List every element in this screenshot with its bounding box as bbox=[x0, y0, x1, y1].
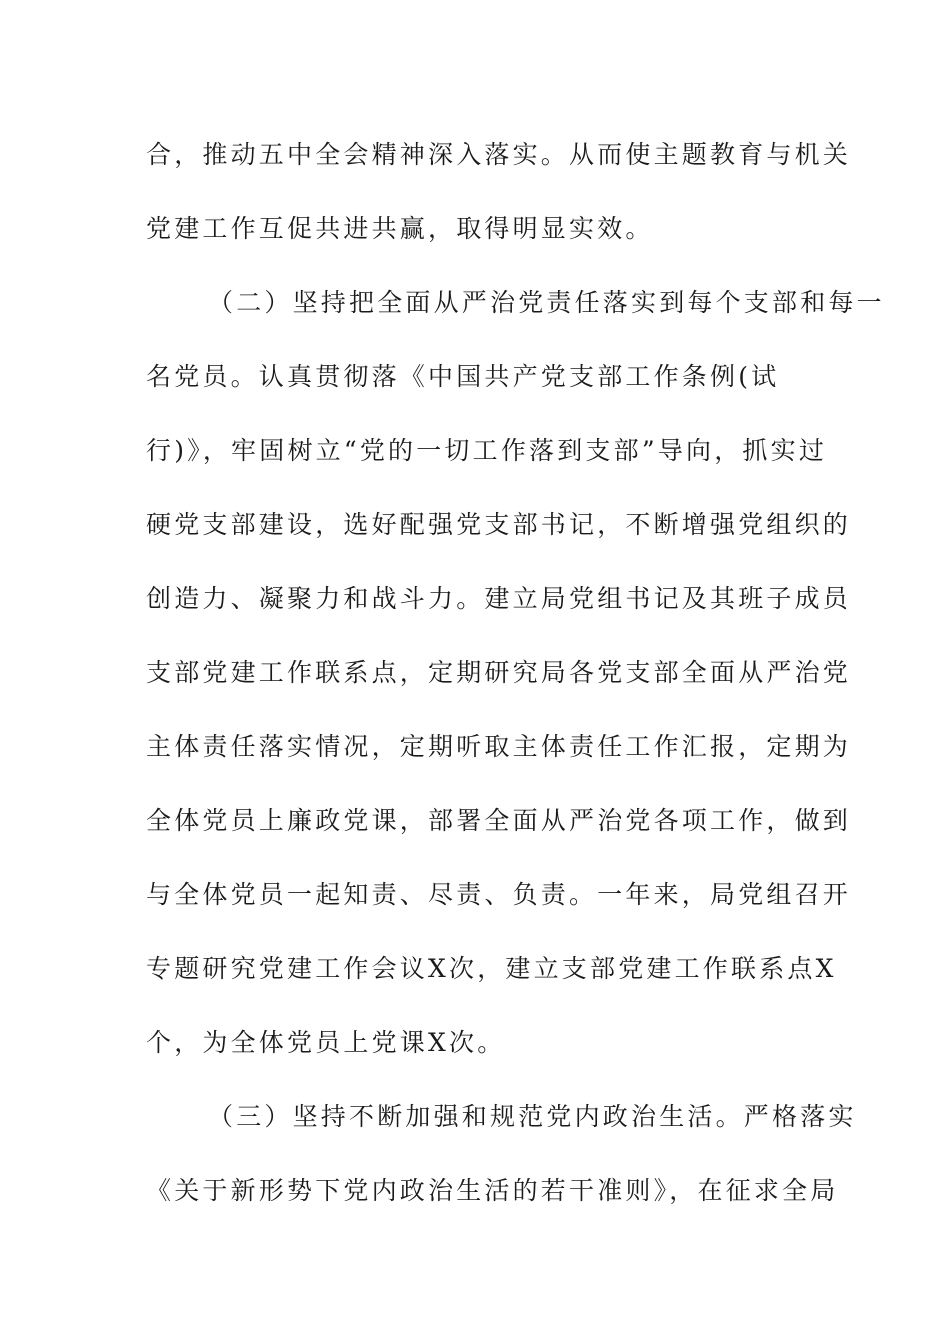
body-text-line: 专题研究党建工作会议X次，建立支部党建工作联系点X bbox=[146, 954, 837, 983]
body-text-line: 硬党支部建设，选好配强党支部书记，不断增强党组织的 bbox=[146, 510, 852, 539]
body-text-line: 全体党员上廉政党课，部署全面从严治党各项工作，做到 bbox=[146, 806, 852, 835]
body-text-line: 主体责任落实情况，定期听取主体责任工作汇报，定期为 bbox=[146, 732, 852, 761]
body-text-line: 合，推动五中全会精神深入落实。从而使主题教育与机关 bbox=[146, 140, 852, 169]
section-heading-line: （三）坚持不断加强和规范党内政治生活。严格落实 bbox=[208, 1102, 857, 1131]
section-heading-line: （二）坚持把全面从严治党责任落实到每个支部和每一 bbox=[208, 288, 885, 317]
body-text-line: 个，为全体党员上党课X次。 bbox=[146, 1028, 506, 1057]
body-text-line: 名党员。认真贯彻落《中国共产党支部工作条例(试 bbox=[146, 362, 780, 391]
body-text-line: 党建工作互促共进共赢，取得明显实效。 bbox=[146, 214, 654, 243]
body-text-line: 《关于新形势下党内政治生活的若干准则》，在征求全局 bbox=[146, 1176, 839, 1205]
body-text-line: 创造力、凝聚力和战斗力。建立局党组书记及其班子成员 bbox=[146, 584, 852, 613]
body-text-line: 与全体党员一起知责、尽责、负责。一年来，局党组召开 bbox=[146, 880, 852, 909]
body-text-line: 支部党建工作联系点，定期研究局各党支部全面从严治党 bbox=[146, 658, 852, 687]
body-text-line: 行)》，牢固树立“党的一切工作落到支部”导向，抓实过 bbox=[146, 436, 828, 465]
